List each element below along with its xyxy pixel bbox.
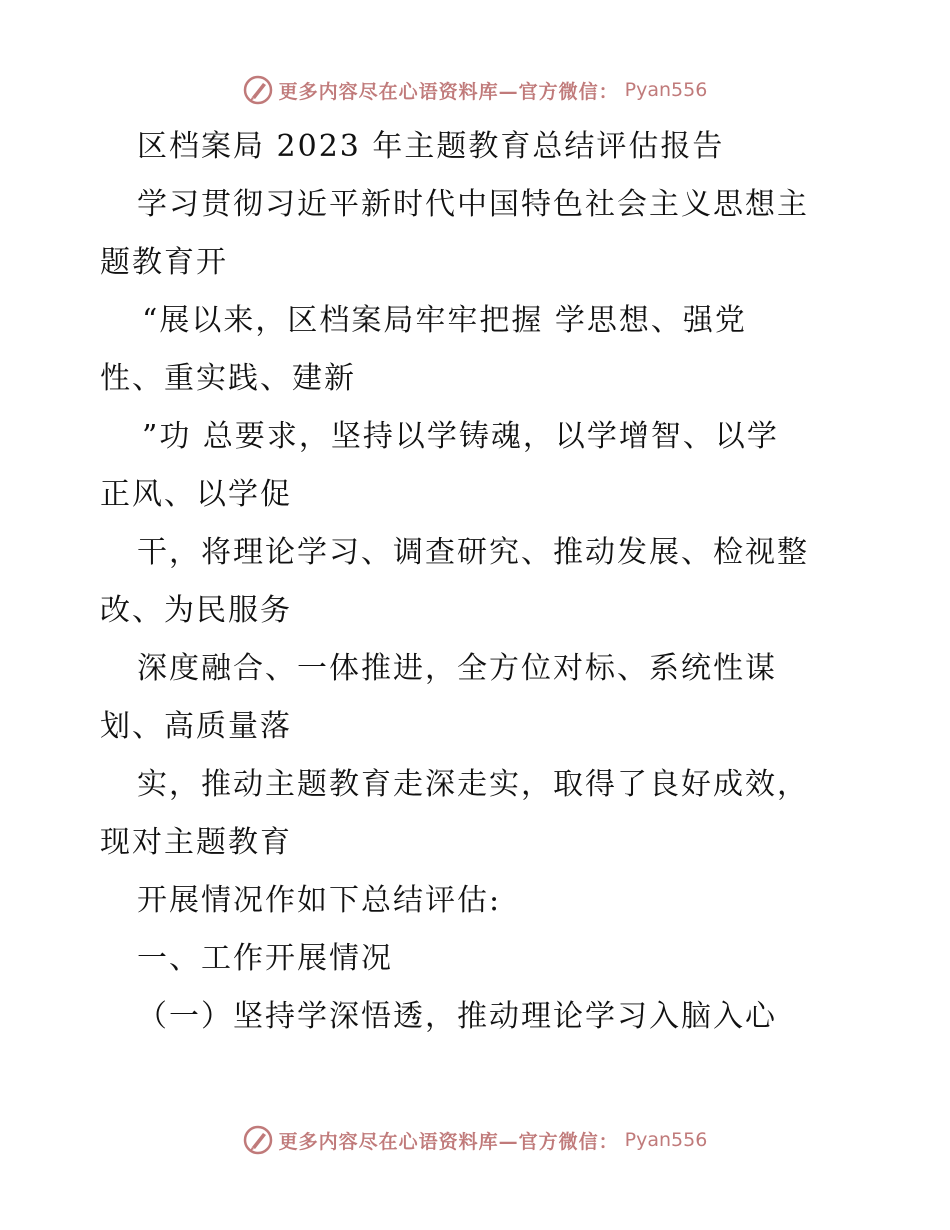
section-heading: 一、工作开展情况 [137, 941, 393, 976]
paragraph-line: ”功 总要求，坚持以学铸魂，以学增智、以学 [142, 419, 779, 454]
document-body [100, 118, 860, 1046]
paragraph-line: 题教育开 [100, 245, 228, 280]
paragraph-line: 干，将理论学习、调查研究、推动发展、检视整 [137, 535, 809, 570]
paragraph-line: 开展情况作如下总结评估: [137, 883, 502, 918]
watermark-text: 更多内容尽在心语资料库—官方微信： [278, 1130, 619, 1153]
paragraph-line: 性、重实践、建新 [100, 361, 356, 396]
watermark-header [0, 70, 950, 110]
quill-pen-logo-icon [243, 1125, 273, 1155]
paragraph-line: “展以来，区档案局牢牢把握 学思想、强党 [142, 303, 747, 338]
paragraph-line: 实，推动主题教育走深走实，取得了良好成效， [137, 767, 809, 802]
subsection-heading: （一）坚持学深悟透，推动理论学习入脑入心 [137, 999, 777, 1034]
document-title: 区档案局 2023 年主题教育总结评估报告 [137, 129, 725, 164]
watermark-wechat-id: Pyan556 [624, 1129, 708, 1151]
watermark-footer [0, 1120, 950, 1160]
paragraph-line: 现对主题教育 [100, 825, 292, 860]
paragraph-line: 改、为民服务 [100, 593, 292, 628]
watermark-text: 更多内容尽在心语资料库—官方微信： [278, 80, 619, 103]
paragraph-line: 划、高质量落 [100, 709, 292, 744]
watermark-wechat-id: Pyan556 [624, 79, 708, 101]
paragraph-line: 深度融合、一体推进，全方位对标、系统性谋 [137, 651, 777, 686]
paragraph-line: 学习贯彻习近平新时代中国特色社会主义思想主 [137, 187, 809, 222]
quill-pen-logo-icon [243, 75, 273, 105]
paragraph-line: 正风、以学促 [100, 477, 292, 512]
